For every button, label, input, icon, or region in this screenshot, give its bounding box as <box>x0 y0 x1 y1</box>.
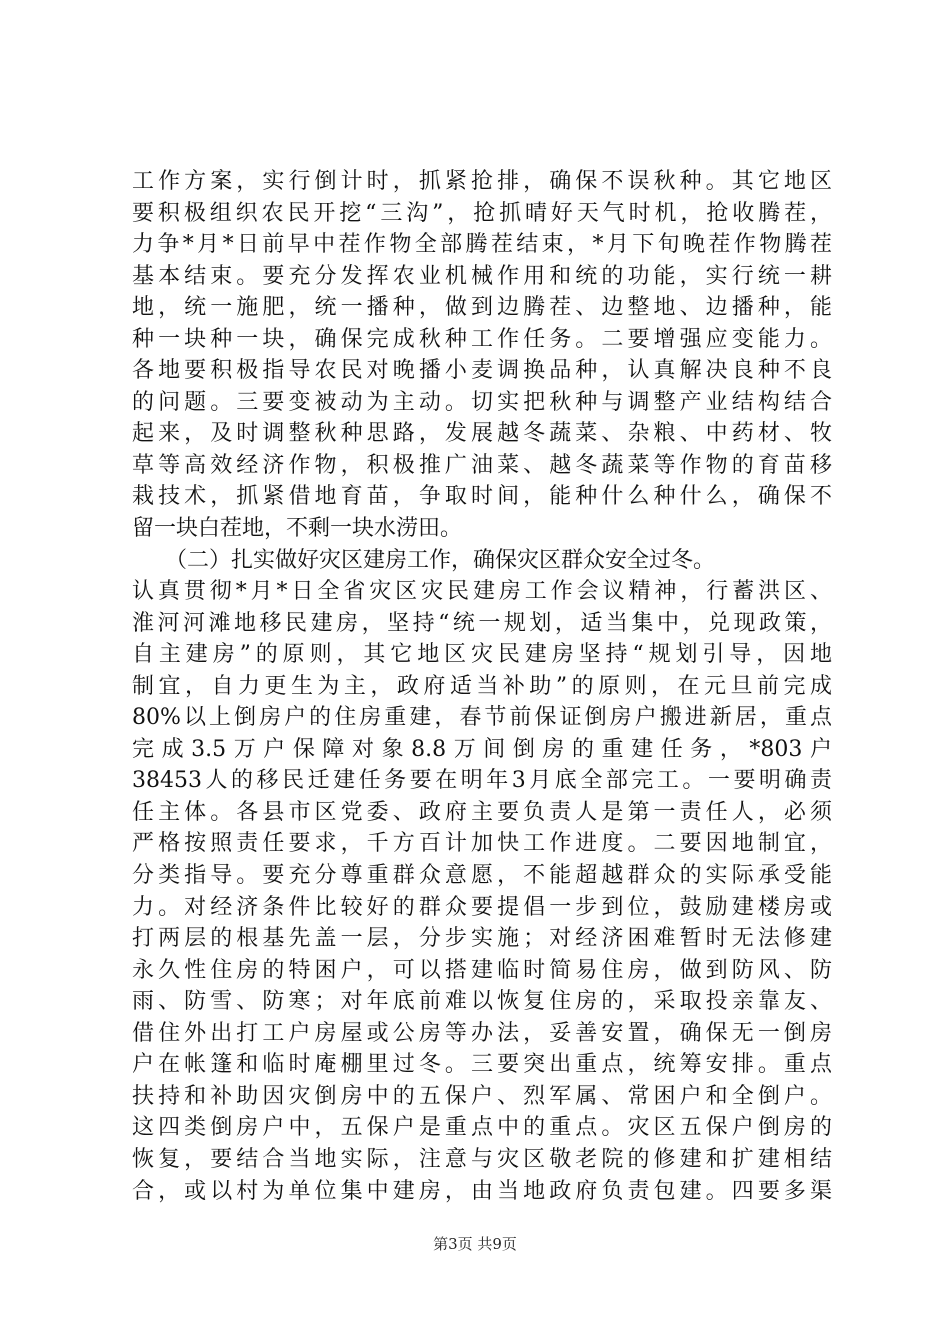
paragraph-end-line: 留一块白茬地，不剩一块水涝田。 <box>132 516 463 542</box>
text-line: 的问题。三要变被动为主动。切实把秋种与调整产业结构结合 <box>132 389 832 415</box>
text-line: 任主体。各县市区党委、政府主要负责人是第一责任人，必须 <box>132 799 832 825</box>
text-line: 扶持和补助因灾倒房中的五保户、烈军属、常困户和全倒户。 <box>132 1083 832 1109</box>
text-line: 各地要积极指导农民对晚播小麦调换品种，认真解决良种不良 <box>132 358 832 384</box>
text-line: 合，或以村为单位集中建房，由当地政府负责包建。四要多渠 <box>132 1178 832 1204</box>
text-line: 永久性住房的特困户，可以搭建临时简易住房，做到防风、防 <box>132 957 832 983</box>
text-line: 雨、防雪、防寒；对年底前难以恢复住房的，采取投亲靠友、 <box>132 989 832 1015</box>
text-line: 户在帐篷和临时庵棚里过冬。三要突出重点，统筹安排。重点 <box>132 1052 832 1078</box>
body-text <box>132 166 832 1207</box>
text-line: 要积极组织农民开挖“三沟”，抢抓晴好天气时机，抢收腾茬， <box>132 200 832 226</box>
text-line: 制宜，自力更生为主，政府适当补助”的原则，在元旦前完成 <box>132 673 832 699</box>
text-line: 淮河河滩地移民建房，坚持“统一规划，适当集中，兑现政策， <box>132 610 832 636</box>
text-line: 自主建房”的原则，其它地区灾民建房坚持“规划引导，因地 <box>132 642 832 668</box>
text-line: 力。对经济条件比较好的群众要提倡一步到位，鼓励建楼房或 <box>132 894 832 920</box>
text-line: 这四类倒房户中，五保户是重点中的重点。灾区五保户倒房的 <box>132 1115 832 1141</box>
text-line: 打两层的根基先盖一层，分步实施；对经济困难暂时无法修建 <box>132 926 832 952</box>
text-line: 恢复，要结合当地实际，注意与灾区敬老院的修建和扩建相结 <box>132 1146 832 1172</box>
text-line: 严格按照责任要求，千方百计加快工作进度。二要因地制宜， <box>132 831 832 857</box>
section-heading-line: （二）扎实做好灾区建房工作，确保灾区群众安全过冬。 <box>132 547 716 573</box>
text-line: 分类指导。要充分尊重群众意愿，不能超越群众的实际承受能 <box>132 863 832 889</box>
text-line: 工作方案，实行倒计时，抓紧抢排，确保不误秋种。其它地区 <box>132 169 832 194</box>
text-line: 38453人的移民迁建任务要在明年3月底全部完工。一要明确责 <box>132 768 832 794</box>
text-line: 草等高效经济作物，积极推广油菜、越冬蔬菜等作物的育苗移 <box>132 452 832 478</box>
text-line: 种一块种一块，确保完成秋种工作任务。二要增强应变能力。 <box>132 326 832 352</box>
page-footer: 第3页 共9页 <box>433 1235 517 1253</box>
text-line: 起来，及时调整秋种思路，发展越冬蔬菜、杂粮、中药材、牧 <box>132 421 832 447</box>
text-line: 80%以上倒房户的住房重建，春节前保证倒房户搬进新居，重点 <box>132 705 832 731</box>
text-line: 地，统一施肥，统一播种，做到边腾茬、边整地、边播种，能 <box>132 295 832 321</box>
text-line: 借住外出打工户房屋或公房等办法，妥善安置，确保无一倒房 <box>132 1020 832 1046</box>
text-line: 基本结束。要充分发挥农业机械作用和统的功能，实行统一耕 <box>132 263 832 289</box>
text-line: 完成3.5万户保障对象8.8万间倒房的重建任务，*803户 <box>132 736 832 762</box>
text-line: 认真贯彻*月*日全省灾区灾民建房工作会议精神，行蓄洪区、 <box>132 579 832 605</box>
text-line: 力争*月*日前早中茬作物全部腾茬结束，*月下旬晚茬作物腾茬 <box>132 232 832 258</box>
text-line: 栽技术，抓紧借地育苗，争取时间，能种什么种什么，确保不 <box>132 484 832 510</box>
